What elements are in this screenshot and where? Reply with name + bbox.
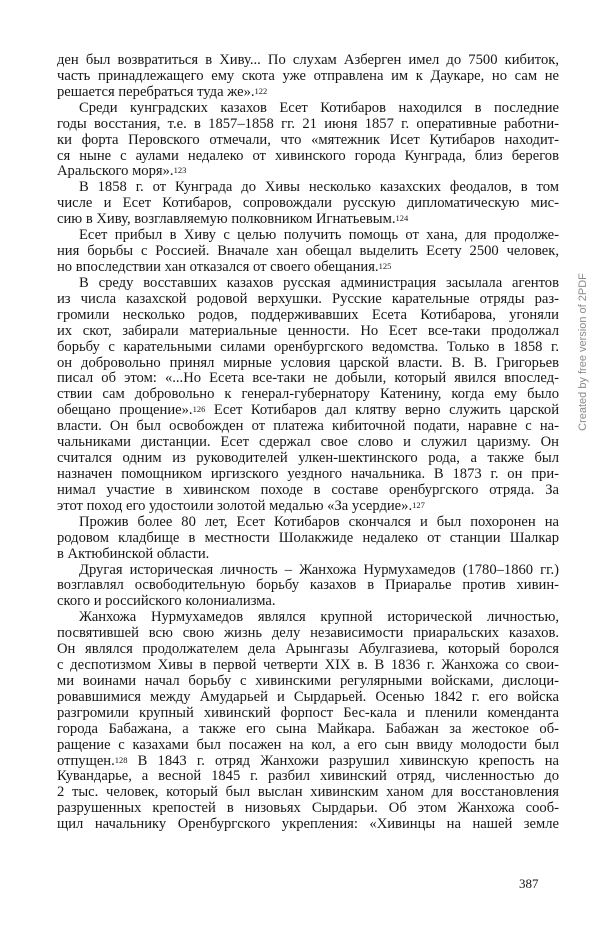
line-text: В 1843 г. отряд Жанхожи разрушил хивинскую крепость на: [127, 752, 559, 769]
line-text: часть принадлежащего ему скота уже отправлена им к Даукаре, но сам не: [57, 67, 559, 84]
text-line: [57, 563, 559, 579]
line-text: он добровольно принял мирные условия царской власти. В. В. Григорьев: [57, 354, 559, 371]
line-text: Он являлся продолжателем дела Арынгазы Абулгазиева, который боролся: [57, 641, 559, 658]
page-body-text: [57, 53, 559, 833]
line-text: из числа казахской родовой верхушки. Русские карательные отряды раз-: [57, 290, 559, 307]
footnote-reference: 124: [395, 213, 409, 224]
text-line: [57, 101, 559, 117]
line-text: нимал участие в хивинском походе в составе оренбургского отряда. За: [57, 481, 559, 498]
text-line: [57, 308, 559, 324]
text-line: [57, 738, 559, 754]
line-text: в Актюбинской области.: [57, 545, 210, 562]
line-text: щил начальнику Оренбургского укрепления: «Хивинцы на нашей земле: [57, 816, 559, 833]
text-line: [57, 164, 559, 180]
line-text: назначен помощником иргизского уездного начальника. В 1873 г. он при-: [57, 465, 559, 482]
line-text: Жанхожа Нурмухамедов являлся крупной исторической личностью,: [79, 609, 559, 626]
text-line: [57, 785, 559, 801]
text-line: [57, 674, 559, 690]
text-line: [57, 387, 559, 403]
line-text: ден был возвратиться в Хиву... По слухам Азберген имел до 7500 кибиток,: [57, 52, 559, 68]
text-line: [57, 196, 559, 212]
line-text: власти. Он был освобожден от платежа кибиточной подати, наравне с на-: [57, 418, 559, 435]
paragraph: [57, 53, 559, 101]
line-text: Среди кунградских казахов Есет Котибаров находился в последние: [79, 99, 559, 116]
text-line: [57, 706, 559, 722]
line-text: ки форта Перовского отмечали, что «мятежник Исет Кутибаров находит-: [57, 131, 559, 148]
text-line: [57, 610, 559, 626]
text-line: [57, 324, 559, 340]
line-text: считался одним из руководителей улкен-шектинского рода, а также был: [57, 450, 559, 467]
text-line: [57, 531, 559, 547]
footnote-reference: 127: [412, 499, 425, 510]
text-line: [57, 578, 559, 594]
line-text: громили несколько родов, поддерживавших Есета Котибарова, угоняли: [57, 306, 559, 323]
line-text: ния борьбы с Россией. Вначале хан обещал выделить Есету 2500 человек,: [57, 243, 559, 260]
text-line: [57, 403, 559, 419]
line-text: сию в Хиву, возглавляемую полковником Игнатьевым.: [57, 211, 396, 228]
line-text: ствии сам добровольно к генерал-губернатору Катенину, когда ему было: [57, 386, 559, 403]
text-line: [57, 149, 559, 165]
paragraph: [57, 101, 559, 181]
text-line: [57, 754, 559, 770]
line-text: с деспотизмом Хивы в первой четверти XIX в. В 1836 г. Жанхожа со свои-: [57, 657, 559, 674]
paragraph: [57, 228, 559, 276]
text-line: [57, 547, 559, 563]
paragraph: [57, 276, 559, 515]
text-line: [57, 356, 559, 372]
text-line: [57, 690, 559, 706]
line-text: ся ныне с аулами недалеко от хивинского города Кунграда, близ берегов: [57, 147, 559, 164]
paragraph: [57, 180, 559, 228]
line-text: Другая историческая личность – Жанхожа Нурмухамедов (1780–1860 гг.): [79, 561, 559, 578]
footnote-reference: 125: [378, 260, 392, 271]
text-line: [57, 467, 559, 483]
line-text: родовом кладбище в местности Шолакжиде недалеко от станции Шалкар: [57, 529, 559, 546]
text-line: [57, 85, 559, 101]
text-line: [57, 817, 559, 833]
line-text: числе и Есет Котибаров, сопровождали русскую дипломатическую мис-: [57, 195, 559, 212]
line-text: Прожив более 80 лет, Есет Котибаров скончался и был похоронен на: [79, 513, 559, 530]
line-text: Аральского моря».: [57, 163, 174, 180]
text-line: [57, 371, 559, 387]
line-text: разгромили крупный хивинский форпост Бес-кала и пленили коменданта: [57, 704, 559, 721]
text-line: [57, 212, 559, 228]
line-text: возглавлял освободительную борьбу казахов в Приаралье против хивин-: [57, 577, 559, 594]
page-number: 387: [519, 876, 539, 891]
line-text: их скот, забирали материальные ценности. Но Есет все-таки продолжал: [57, 322, 559, 339]
paragraph: [57, 563, 559, 611]
line-text: отпущен.: [57, 752, 115, 769]
footnote-reference: 126: [192, 404, 206, 415]
text-line: [57, 594, 559, 610]
text-line: [57, 642, 559, 658]
text-line: [57, 722, 559, 738]
line-text: посвятившей всю свою жизнь делу независимости приаральских казахов.: [57, 625, 559, 642]
line-text: Есет Котибаров дал клятву верно служить царской: [205, 402, 559, 419]
line-text: В 1858 г. от Кунграда до Хивы несколько казахских феодалов, в том: [79, 179, 559, 196]
line-text: 2 тыс. человек, который был выслан хивинским ханом для восстановления: [57, 784, 559, 801]
line-text: разрушенных крепостей в низовьях Сырдарьи. Об этом Жанхожа сооб-: [57, 800, 559, 817]
text-line: [57, 69, 559, 85]
text-line: [57, 658, 559, 674]
line-text: города Бабажана, а также его сына Майкара. Бабажан за жестокое об-: [57, 720, 559, 737]
text-line: [57, 499, 559, 515]
line-text: решается перебраться туда же».: [57, 83, 255, 100]
line-text: годы восстания, т.е. в 1857–1858 гг. 21 июня 1857 г. оперативные работни-: [57, 115, 559, 132]
line-text: Есет прибыл в Хиву с целью получить помощь от хана, для продолже-: [79, 227, 559, 244]
text-line: [57, 292, 559, 308]
text-line: [57, 244, 559, 260]
text-line: [57, 769, 559, 785]
line-text: ровавшимися между Амударьей и Сырдарьей. Осенью 1842 г. его войска: [57, 688, 559, 705]
paragraph: [57, 610, 559, 833]
text-line: [57, 260, 559, 276]
text-line: [57, 419, 559, 435]
line-text: ми воинами начал борьбу с хивинскими регулярными войсками, дислоци-: [57, 672, 559, 689]
line-text: но впоследствии хан отказался от своего обещания.: [57, 258, 379, 275]
line-text: В среду восставших казахов русская администрация засылала агентов: [79, 274, 559, 291]
paragraph: [57, 515, 559, 563]
text-line: [57, 133, 559, 149]
line-text: ращение с казахами был посажен на кол, а его сын ввиду молодости был: [57, 736, 559, 753]
line-text: писал об этом: «...Но Есета все-таки не добыли, который явился впослед-: [57, 370, 559, 387]
text-line: [57, 483, 559, 499]
text-line: [57, 228, 559, 244]
line-text: борьбу с карательными силами оренбургского ведомства. Только в 1858 г.: [57, 338, 559, 355]
watermark: Created by free version of 2PDF: [577, 273, 589, 431]
text-line: [57, 801, 559, 817]
text-line: [57, 180, 559, 196]
text-line: [57, 435, 559, 451]
footnote-reference: 122: [254, 85, 268, 96]
text-line: [57, 515, 559, 531]
line-text: этот поход его удостоили золотой медалью «За усердие».: [57, 497, 413, 514]
text-line: [57, 117, 559, 133]
line-text: обещано прощение».: [57, 402, 193, 419]
line-text: ского и российского колониализма.: [57, 593, 276, 610]
line-text: чальниками дистанции. Есет сдержал свое слово и служил царизму. Он: [57, 434, 559, 451]
text-line: [57, 451, 559, 467]
text-line: [57, 276, 559, 292]
text-line: [57, 340, 559, 356]
text-line: [57, 53, 559, 69]
line-text: Кувандарье, а весной 1845 г. разбил хивинский отряд, численностью до: [57, 768, 559, 785]
footnote-reference: 128: [114, 754, 128, 765]
footnote-reference: 123: [173, 165, 187, 176]
text-line: [57, 626, 559, 642]
